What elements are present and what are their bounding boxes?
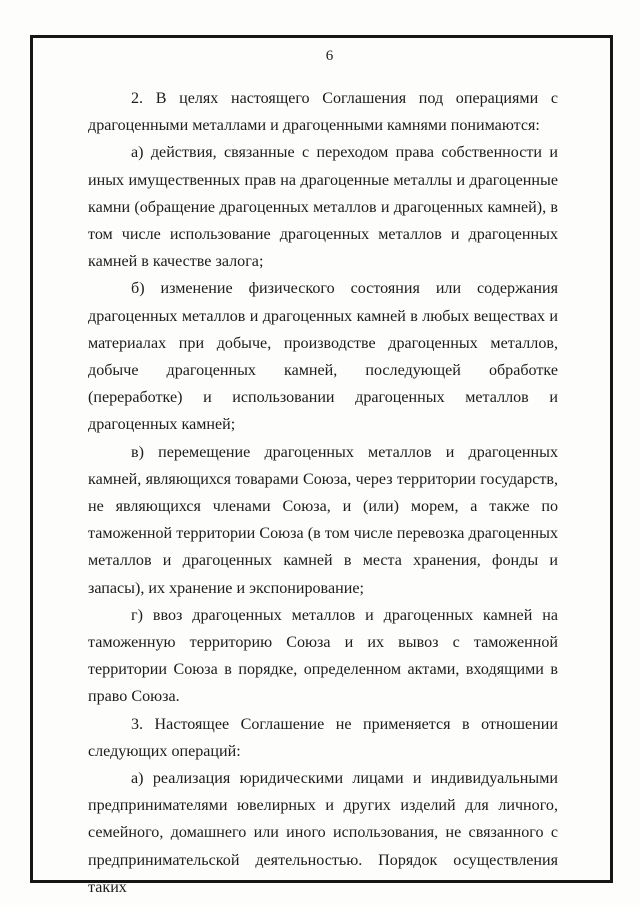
page-frame bbox=[30, 35, 613, 896]
paragraph-3-intro: 3. Настоящее Соглашение не применяется в отношении следующих операций: bbox=[88, 715, 558, 760]
paragraph-2g: г) ввоз драгоценных металлов и драгоценных камней на таможенную территорию Союза и их вывоз с таможенной территории Союза в порядке, определенном актами, входящими в право Союза. bbox=[88, 606, 558, 706]
page-number: 6 bbox=[325, 48, 334, 64]
paragraph-2v: в) перемещение драгоценных металлов и драгоценных камней, являющихся товарами Союза, через территории государств, не являющихся членами Союза, и (или) морем, а также по таможенной территории Союза (в том числе перевозка драгоценных металлов и драгоценных камней в места хранения, фонды и запасы), их хранение и экспонирование; bbox=[88, 443, 558, 597]
paragraph-2b: б) изменение физического состояния или содержания драгоценных металлов и драгоценных камней в любых веществах и материалах при добыче, производстве драгоценных металлов, добыче драгоценных камней, последующей обработке (переработке) и использовании драгоценных металлов и драгоценных камней; bbox=[88, 280, 558, 434]
paragraph-2-intro: 2. В целях настоящего Соглашения под операциями с драгоценными металлами и драгоценными камнями понимаются: bbox=[88, 90, 558, 135]
paragraph-3a: а) реализация юридическими лицами и индивидуальными предпринимателями ювелирных и других изделий для личного, семейного, домашнего или иного использования, не связанного с предпринимательской деятельностью. Порядок осуществления таких bbox=[88, 770, 558, 896]
document-body bbox=[88, 85, 558, 901]
paragraph-2a: а) действия, связанные с переходом права собственности и иных имущественных прав на драгоценные металлы и драгоценные камни (обращение драгоценных металлов и драгоценных камней), в том числе использование драгоценных металлов и драгоценных камней в качестве залога; bbox=[88, 144, 558, 271]
